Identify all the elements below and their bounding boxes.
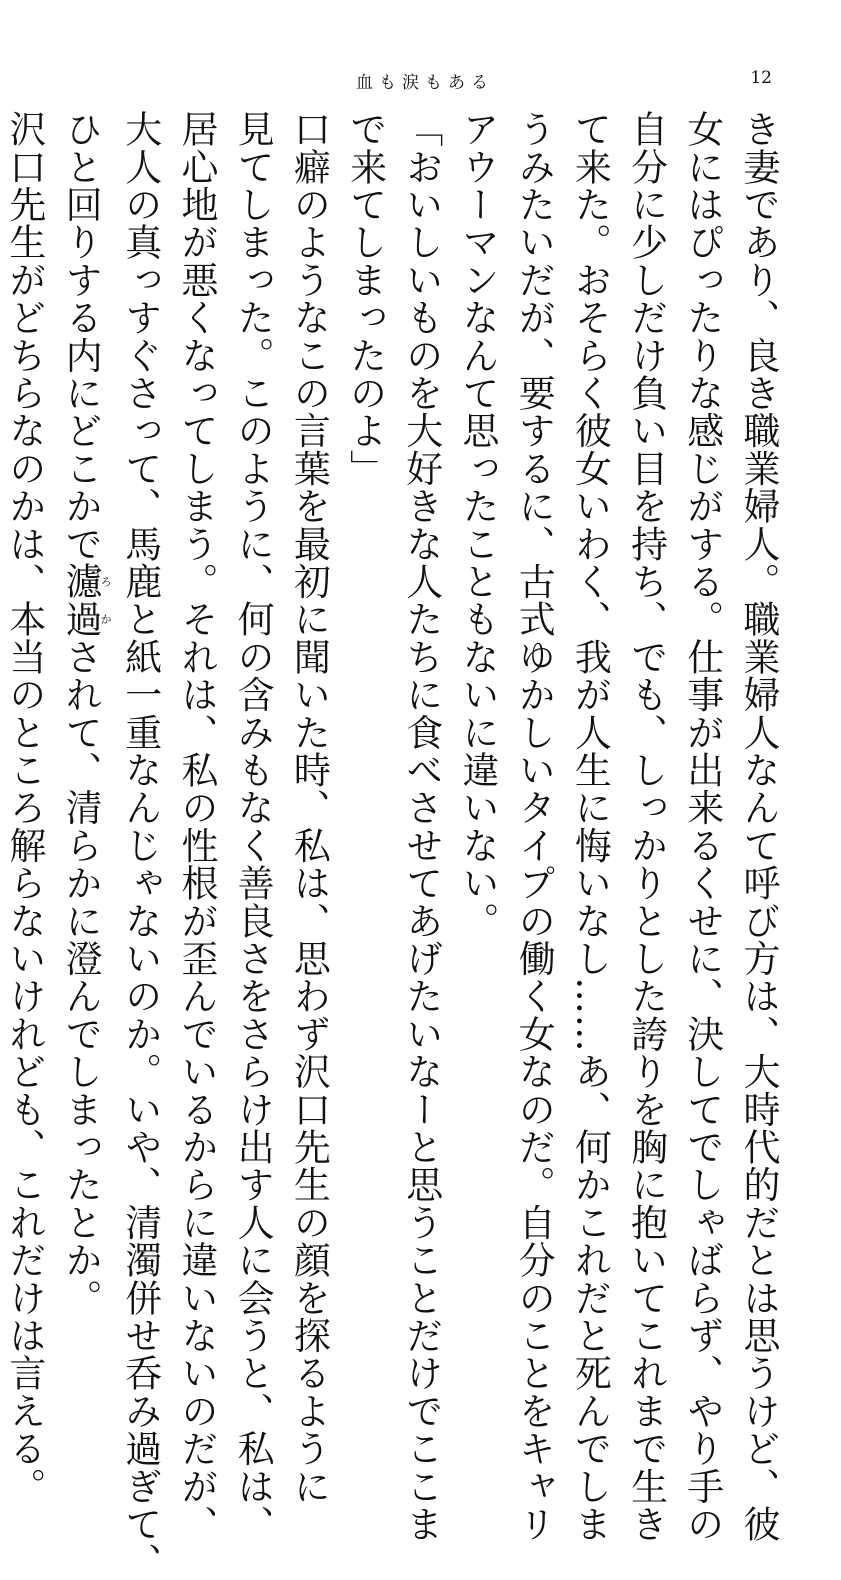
running-title: 血も涙もある [356, 73, 494, 93]
text-line: うみたいだが、要するに、古式ゆかしいタイプの働く女なのだ。自分のことをキャリ [512, 110, 556, 1543]
text-line-ruby: ひと回りする内にどこかで濾ろ過かされて、清らかに澄んでしまったとか。 [59, 110, 113, 1317]
ruby-reading: ろ [99, 562, 113, 601]
text-line: 女にはぴったりな感じがする。仕事が出来るくせに、決してでしゃばらず、やり手の [680, 110, 724, 1543]
page-number: 12 [750, 68, 772, 88]
text-line: き妻であり、良き職業婦人。職業婦人なんて呼び方は、大時代的だとは思うけど、彼 [737, 110, 780, 1543]
text-line: 大人の真っすぐさって、馬鹿と紙一重なんじゃないのか。いや、清濁併せ呑み過ぎて、 [118, 110, 162, 1580]
body-text [2, 110, 786, 1580]
text-line: で来てしまったのよ」 [343, 110, 387, 487]
text-line: 口癖のようなこの言葉を最初に聞いた時、私は、思わず沢口先生の顔を探るように [287, 110, 331, 1505]
text-line: 「おいしいものを大好きな人たちに食べさせてあげたいなーと思うことだけでここま [399, 110, 443, 1543]
text-line: アウーマンなんて思ったこともないに違いない。 [455, 110, 499, 940]
text-line: て来た。おそらく彼女いわく、我が人生に悔いなし……あ、何かこれだと死んでしま [568, 110, 612, 1543]
text-line: 沢口先生がどちらなのかは、本当のところ解らないけれども、これだけは言える。 [2, 110, 46, 1505]
text-line: 自分に少しだけ負い目を持ち、でも、しっかりとした誇りを胸に抱いてこれまで生き [624, 110, 668, 1543]
text-line: 居心地が悪くなってしまう。それは、私の性根が歪んでいるからに違いないのだが、 [174, 110, 218, 1543]
ruby-reading: か [99, 600, 113, 638]
text-line: 見てしまった。このように、何の含みもなく善良さをさらけ出す人に会うと、私は、 [231, 110, 275, 1543]
